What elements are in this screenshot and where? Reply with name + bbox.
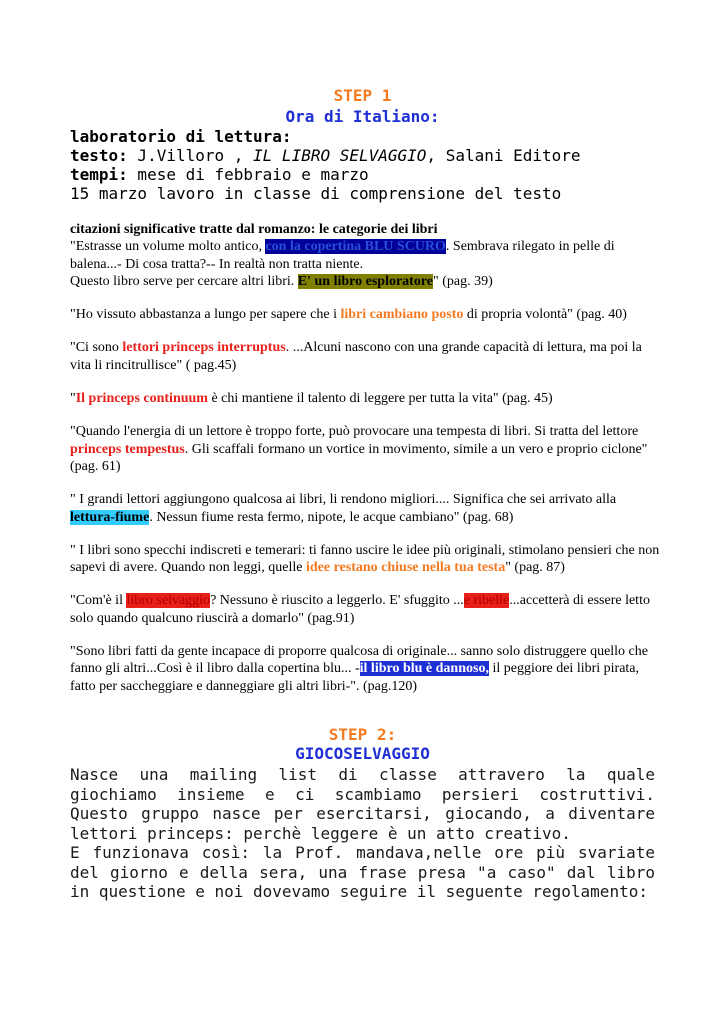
highlight-idee-chiuse: idee restano chiuse nella tua testa — [305, 560, 506, 576]
quote-text: di propria volontà" (pag. 40) — [463, 307, 627, 323]
highlight-lettura-fiume: lettura-fiume — [70, 509, 150, 525]
highlight-continuum: Il princeps continuum — [75, 391, 208, 407]
step1-header — [70, 86, 655, 203]
highlight-libro-selvaggio: libro selvaggio — [126, 593, 211, 609]
testo-title: IL LIBRO SELVAGGIO — [253, 146, 427, 165]
quote-text: " (pag. 87) — [505, 560, 565, 576]
step1-label: STEP 1 — [333, 86, 392, 105]
citations-section — [70, 221, 660, 711]
tempi-value: mese di febbraio e marzo — [127, 165, 369, 184]
quote-text: " — [70, 391, 76, 407]
highlight-ribelle: e ribelle — [463, 593, 510, 609]
quote-9 — [70, 643, 660, 695]
quote-text: il peggiore dei libri pirata, fatto per saccheggiare e danneggiare gli altri libri-". (pag.120) — [70, 661, 640, 694]
step2-paragraph-1: Nasce una mailing list di classe attravero la quale giochiamo insieme e ci scambiamo persieri costruttivi. Questo gruppo nasce per esercitarsi, giocando, a diventare lettori princeps: perchè leggere è un atto creativo. — [70, 765, 655, 843]
tempi-line — [70, 165, 655, 184]
quote-text: Questo libro serve per cercare altri libri. — [70, 273, 298, 289]
quote-text: ...accetterà di essere letto solo quando qualcuno riuscirà a domarlo" (pag.91) — [70, 593, 650, 626]
step2-title: GIOCOSELVAGGIO — [295, 744, 430, 763]
quote-text: "Com'è il — [70, 593, 127, 609]
testo-author: J.Villoro , — [127, 146, 254, 165]
subject-title: Ora di Italiano: — [285, 107, 440, 126]
quote-2 — [70, 306, 660, 323]
quote-text: "Sono libri fatti da gente incapace di proporre qualcosa di originale... sanno solo distruggere quello che fanno gli altri...Così è il libro dalla copertina blu... - — [70, 644, 648, 677]
citations-heading: citazioni significative tratte dal romanzo: le categorie dei libri — [70, 222, 438, 237]
quote-1 — [70, 238, 660, 290]
quote-6 — [70, 491, 660, 526]
quote-3 — [70, 339, 660, 374]
quote-text: " I libri sono specchi indiscreti e temerari: ti fanno uscire le idee più originali, stimolano pensieri che non sapevi di avere. Quando non leggi, quelle — [70, 542, 660, 576]
quote-text: . Gli scaffali formano un vortice in movimento, simile a un vero e proprio ciclone" (pag. 61) — [70, 441, 648, 474]
step2-label: STEP 2: — [328, 725, 397, 744]
highlight-libri-cambiano: libri cambiano posto — [340, 307, 464, 323]
date-line: 15 marzo lavoro in classe di comprensione del testo — [70, 184, 562, 203]
quote-text: "Ci sono — [70, 340, 123, 356]
quote-8 — [70, 592, 660, 627]
step2-section — [70, 725, 655, 902]
tempi-label: tempi: — [70, 165, 128, 184]
quote-4 — [70, 390, 660, 407]
highlight-interruptus: lettori princeps interruptus — [122, 340, 286, 356]
testo-label: testo: — [70, 146, 128, 165]
quote-text: . ...Alcuni nascono con una grande capacità di lettura, ma poi la vita li rincitrullisce" ( pag.45) — [70, 340, 642, 373]
testo-line — [70, 146, 655, 165]
highlight-libro-blu: il libro blu è dannoso, — [359, 661, 489, 677]
quote-7 — [70, 542, 660, 577]
quote-text: ? Nessuno è riuscito a leggerlo. E' sfuggito ... — [210, 593, 464, 609]
highlight-blu-scuro: con la copertina BLU SCURO — [265, 239, 446, 255]
quote-text: "Ho vissuto abbastanza a lungo per sapere che i — [70, 307, 341, 323]
quote-text: " (pag. 39) — [433, 273, 493, 289]
quote-text: . Nessun fiume resta fermo, nipote, le acque cambiano" (pag. 68) — [149, 509, 514, 525]
quote-text: . Sembrava rilegato in pelle di balena...- Di cosa tratta?-- In realtà non tratta niente. — [70, 239, 615, 272]
quote-5 — [70, 423, 660, 475]
lab-label: laboratorio di lettura: — [70, 127, 292, 146]
quote-text: "Estrasse un volume molto antico, — [70, 239, 266, 255]
highlight-tempestus: princeps tempestus — [70, 441, 185, 457]
quote-text: " I grandi lettori aggiungono qualcosa ai libri, li rendono migliori.... Significa che sei arrivato alla — [70, 492, 617, 508]
quote-text: "Quando l'energia di un lettore è troppo forte, può provocare una tempesta di libri. Si tratta del lettore — [70, 424, 639, 440]
testo-publisher: , Salani Editore — [426, 146, 581, 165]
step2-paragraph-2: E funzionava così: la Prof. mandava,nelle ore più svariate del giorno e della sera, una frase presa "a caso" dal libro in questione e noi dovevamo seguire il seguente regolamento: — [70, 843, 655, 901]
quote-text: è chi mantiene il talento di leggere per tutta la vita" (pag. 45) — [207, 391, 553, 407]
highlight-esploratore: E' un libro esploratore — [297, 273, 434, 289]
